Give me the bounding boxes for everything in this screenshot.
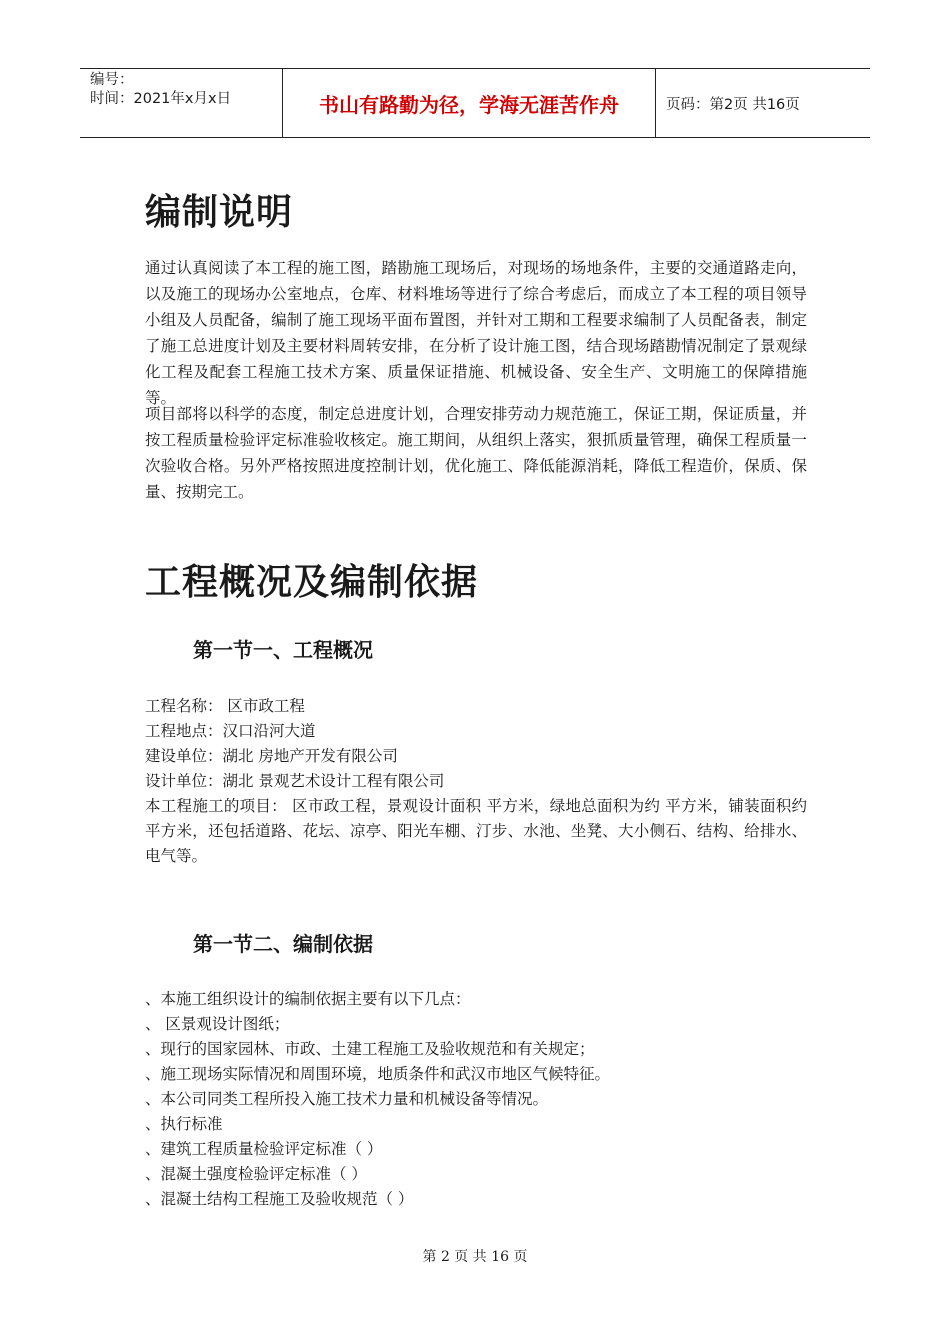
- explanation-paragraph-2: 项目部将以科学的态度，制定总进度计划，合理安排劳动力规范施工，保证工期，保证质量，并按工程质量检验评定标准验收核定。施工期间，从组织上落实，狠抓质量管理，确保工程质量一次验收合格。另外严格按照进度控制计划，优化施工、降低能源消耗，降低工程造价，保质、保量、按期完工。: [145, 405, 807, 501]
- basis-item: 、混凝土强度检验评定标准（ ）: [145, 1165, 367, 1183]
- basis-item: 、本公司同类工程所投入施工技术力量和机械设备等情况。: [145, 1090, 549, 1108]
- basis-item: 、现行的国家园林、市政、土建工程施工及验收规范和有关规定；: [145, 1040, 595, 1058]
- page-footer: 第 2 页 共 16 页: [422, 1249, 528, 1265]
- info-line: 设计单位：湖北 景观艺术设计工程有限公司: [145, 772, 445, 790]
- header-number: 编号：: [90, 72, 134, 88]
- basis-item: 、建筑工程质量检验评定标准（ ）: [145, 1140, 383, 1158]
- header-time: 时间：2021年x月x日: [90, 91, 232, 107]
- basis-list: [145, 987, 807, 1212]
- header-page-code: 页码：第2页 共16页: [666, 96, 800, 113]
- basis-item: 、混凝土结构工程施工及验收规范（ ）: [145, 1190, 414, 1208]
- header-motto: 书山有路勤为径，学海无涯苦作舟: [282, 69, 656, 137]
- subsection-title-overview: 第一节一、工程概况: [193, 638, 373, 662]
- info-line: 工程地点：汉口沿河大道: [145, 722, 316, 740]
- explanation-paragraph-1: 通过认真阅读了本工程的施工图，踏勘施工现场后，对现场的场地条件，主要的交通道路走向，以及施工的现场办公室地点，仓库、材料堆场等进行了综合考虑后，而成立了本工程的项目领导小组及人员配备，编制了施工现场平面布置图，并针对工期和工程要求编制了人员配备表，制定了施工总进度计划及主要材料周转安排，在分析了设计施工图，结合现场踏勘情况制定了景观绿化工程及配套工程施工技术方案、质量保证措施、机械设备、安全生产、文明施工的保障措施等。: [145, 259, 807, 407]
- project-info-list: [145, 694, 807, 869]
- header-meta: [80, 69, 282, 137]
- info-line: 建设单位：湖北 房地产开发有限公司: [145, 747, 398, 765]
- section-title-explanation: 编制说明: [145, 192, 294, 233]
- basis-item: 、施工现场实际情况和周围环境，地质条件和武汉市地区气候特征。: [145, 1065, 611, 1083]
- info-line: 工程名称： 区市政工程: [145, 697, 305, 715]
- project-scope: 本工程施工的项目： 区市政工程，景观设计面积 平方米，绿地总面积为约 平方米，铺装面积约 平方米，还包括道路、花坛、凉亭、阳光车棚、汀步、水池、坐凳、大小侧石、结构、给排水、电气等。: [145, 797, 807, 865]
- basis-item: 、本施工组织设计的编制依据主要有以下几点：: [145, 990, 471, 1008]
- section-title-overview: 工程概况及编制依据: [145, 562, 479, 603]
- subsection-title-basis: 第一节二、编制依据: [193, 932, 373, 956]
- basis-item: 、执行标准: [145, 1115, 223, 1133]
- page-header: [80, 68, 870, 138]
- basis-item: 、 区景观设计图纸；: [145, 1015, 290, 1033]
